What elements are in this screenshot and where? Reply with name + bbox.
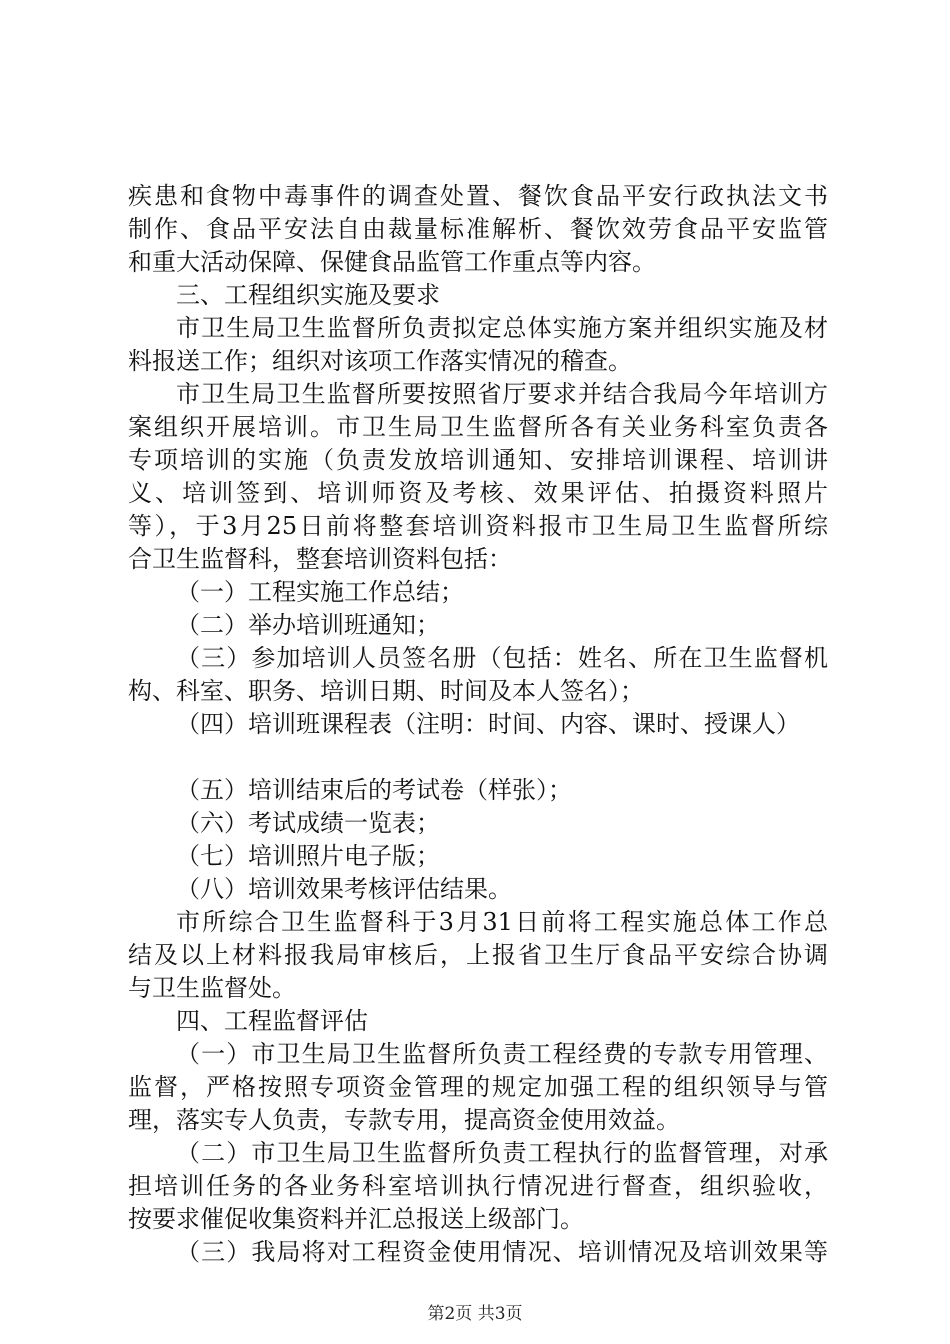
paragraph-line: 案组织开展培训。市卫生局卫生监督所各有关业务科室负责各 bbox=[128, 413, 828, 441]
list-item: （六）考试成绩一览表； bbox=[176, 809, 440, 837]
section-heading: 三、工程组织实施及要求 bbox=[176, 281, 440, 309]
paragraph-line: 和重大活动保障、保健食品监管工作重点等内容。 bbox=[128, 248, 656, 276]
paragraph-line: 监督，严格按照专项资金管理的规定加强工程的组织领导与管 bbox=[128, 1073, 828, 1101]
page-footer: 第2页 共3页 bbox=[427, 1304, 523, 1324]
list-item: （八）培训效果考核评估结果。 bbox=[176, 875, 512, 903]
paragraph-line: 市卫生局卫生监督所要按照省厅要求并结合我局今年培训方 bbox=[176, 380, 828, 408]
paragraph-line: 合卫生监督科，整套培训资料包括： bbox=[128, 545, 512, 573]
paragraph-line: 专项培训的实施（负责发放培训通知、安排培训课程、培训讲 bbox=[128, 446, 828, 474]
paragraph-line: 市卫生局卫生监督所负责拟定总体实施方案并组织实施及材 bbox=[176, 314, 828, 342]
paragraph-line: 担培训任务的各业务科室培训执行情况进行督查，组织验收， bbox=[128, 1172, 828, 1200]
list-item: （一）工程实施工作总结； bbox=[176, 578, 464, 606]
list-item: （三）参加培训人员签名册（包括：姓名、所在卫生监督机 bbox=[176, 644, 828, 672]
paragraph-line: 制作、食品平安法自由裁量标准解析、餐饮效劳食品平安监管 bbox=[128, 215, 828, 243]
paragraph-line: （一）市卫生局卫生监督所负责工程经费的专款专用管理、 bbox=[176, 1040, 828, 1068]
section-heading: 四、工程监督评估 bbox=[176, 1007, 368, 1035]
paragraph-line: 市所综合卫生监督科于3月31日前将工程实施总体工作总 bbox=[176, 908, 828, 936]
list-item: （七）培训照片电子版； bbox=[176, 842, 440, 870]
paragraph-line: （二）市卫生局卫生监督所负责工程执行的监督管理，对承 bbox=[176, 1139, 828, 1167]
list-item: （五）培训结束后的考试卷（样张）； bbox=[176, 776, 572, 804]
list-item-continuation: 构、科室、职务、培训日期、时间及本人签名）； bbox=[128, 677, 644, 705]
paragraph-line: 理，落实专人负责，专款专用，提高资金使用效益。 bbox=[128, 1106, 680, 1134]
paragraph-line: 等），于3月25日前将整套培训资料报市卫生局卫生监督所综 bbox=[128, 512, 828, 540]
paragraph-line: 料报送工作；组织对该项工作落实情况的稽查。 bbox=[128, 347, 632, 375]
paragraph-line: 疾患和食物中毒事件的调查处置、餐饮食品平安行政执法文书 bbox=[128, 182, 828, 210]
paragraph-line: 按要求催促收集资料并汇总报送上级部门。 bbox=[128, 1205, 584, 1233]
list-item: （二）举办培训班通知； bbox=[176, 611, 440, 639]
paragraph-line: 结及以上材料报我局审核后，上报省卫生厅食品平安综合协调 bbox=[128, 941, 828, 969]
paragraph-line: 与卫生监督处。 bbox=[128, 974, 296, 1002]
paragraph-line: 义、培训签到、培训师资及考核、效果评估、拍摄资料照片 bbox=[128, 479, 828, 507]
paragraph-line: （三）我局将对工程资金使用情况、培训情况及培训效果等 bbox=[176, 1238, 828, 1266]
list-item: （四）培训班课程表（注明：时间、内容、课时、授课人） bbox=[176, 710, 800, 738]
